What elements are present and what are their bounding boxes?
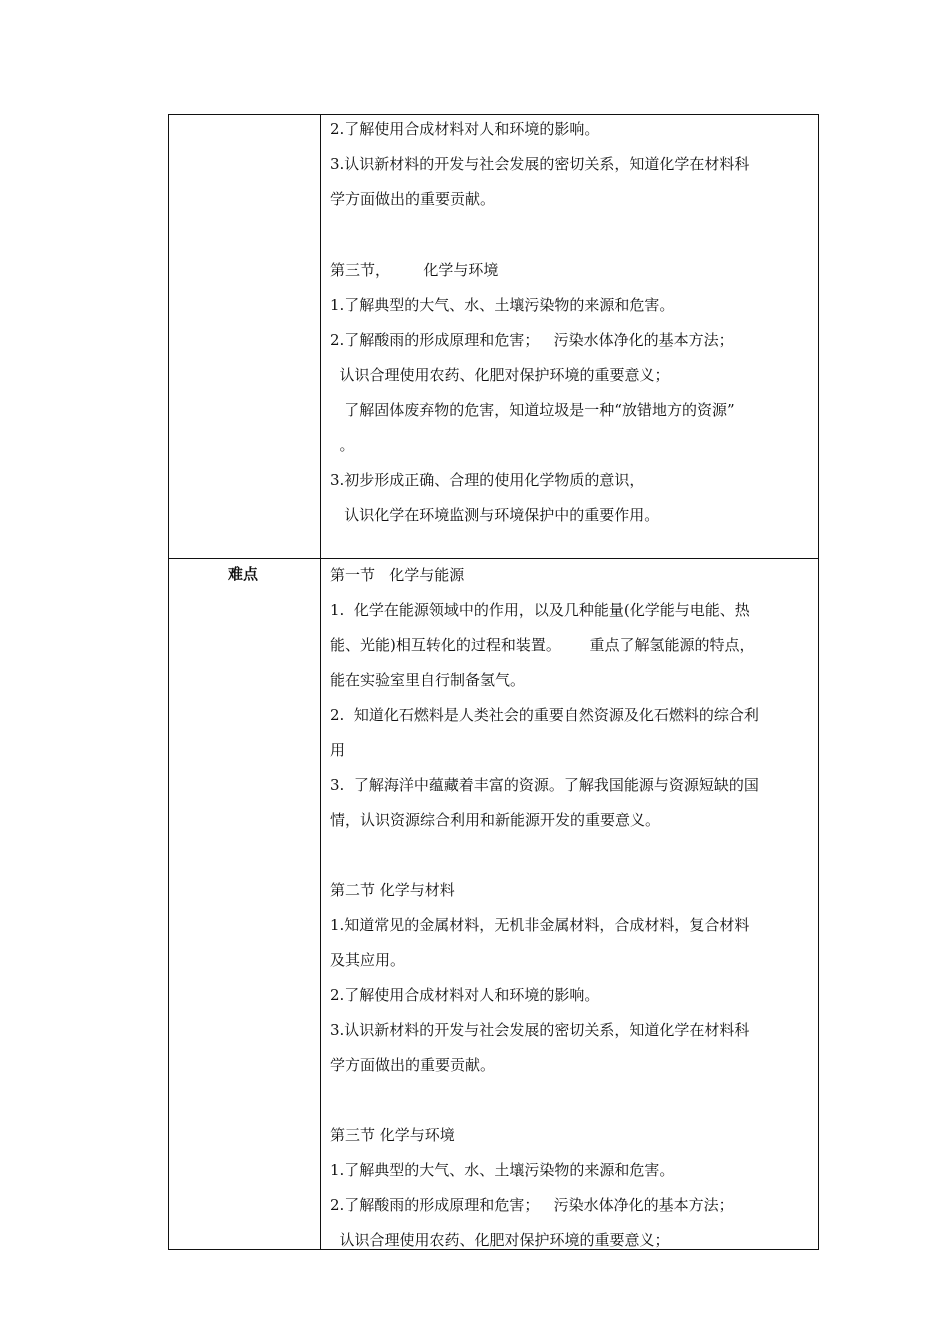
text-line: 第二节 化学与材料 bbox=[330, 881, 455, 899]
text-line: 3.认识新材料的开发与社会发展的密切关系，知道化学在材料科 bbox=[330, 155, 750, 173]
text-line: 第三节 化学与环境 bbox=[330, 1126, 455, 1144]
text-line: 2. 知道化石燃料是人类社会的重要自然资源及化石燃料的综合利 bbox=[330, 706, 759, 724]
text-line: 1. 化学在能源领域中的作用，以及几种能量(化学能与电能、热 bbox=[330, 601, 750, 619]
text-line: 1.知道常见的金属材料，无机非金属材料，合成材料，复合材料 bbox=[330, 916, 750, 934]
text-line: 2.了解使用合成材料对人和环境的影响。 bbox=[330, 120, 600, 138]
table-left-border bbox=[168, 114, 169, 1250]
text-line: 学方面做出的重要贡献。 bbox=[330, 1056, 496, 1074]
text-line: 能在实验室里自行制备氢气。 bbox=[330, 671, 526, 689]
table-right-border bbox=[818, 114, 819, 1250]
text-line: 第三节， 化学与环境 bbox=[330, 261, 499, 279]
row-divider bbox=[168, 558, 819, 559]
text-line: 3. 了解海洋中蕴藏着丰富的资源。了解我国能源与资源短缺的国 bbox=[330, 776, 759, 794]
text-line: 1.了解典型的大气、水、土壤污染物的来源和危害。 bbox=[330, 296, 675, 314]
column-divider bbox=[320, 114, 321, 1250]
text-line: 及其应用。 bbox=[330, 951, 406, 969]
text-line: 学方面做出的重要贡献。 bbox=[330, 190, 496, 208]
text-line: 第一节 化学与能源 bbox=[330, 566, 465, 584]
text-line: 了解固体废弃物的危害，知道垃圾是一种“放错地方的资源” bbox=[330, 401, 735, 419]
content-table bbox=[168, 114, 819, 1250]
text-line: 2.了解酸雨的形成原理和危害； 污染水体净化的基本方法； bbox=[330, 1196, 734, 1214]
text-line: 用 bbox=[330, 741, 346, 759]
table-top-border bbox=[168, 114, 819, 115]
text-line: 3.认识新材料的开发与社会发展的密切关系，知道化学在材料科 bbox=[330, 1021, 750, 1039]
text-line: 。 bbox=[330, 436, 355, 454]
row-label-difficulty: 难点 bbox=[228, 565, 259, 583]
text-line: 2.了解使用合成材料对人和环境的影响。 bbox=[330, 986, 600, 1004]
text-line: 3.初步形成正确、合理的使用化学物质的意识， bbox=[330, 471, 645, 489]
text-line: 认识合理使用农药、化肥对保护环境的重要意义； bbox=[330, 366, 670, 384]
text-line: 认识化学在环境监测与环境保护中的重要作用。 bbox=[330, 506, 660, 524]
text-line: 能、光能)相互转化的过程和装置。 重点了解氢能源的特点， bbox=[330, 636, 755, 654]
text-line: 情，认识资源综合利用和新能源开发的重要意义。 bbox=[330, 811, 661, 829]
text-line: 1.了解典型的大气、水、土壤污染物的来源和危害。 bbox=[330, 1161, 675, 1179]
text-line: 2.了解酸雨的形成原理和危害； 污染水体净化的基本方法； bbox=[330, 331, 734, 349]
text-line: 认识合理使用农药、化肥对保护环境的重要意义； bbox=[330, 1231, 670, 1249]
